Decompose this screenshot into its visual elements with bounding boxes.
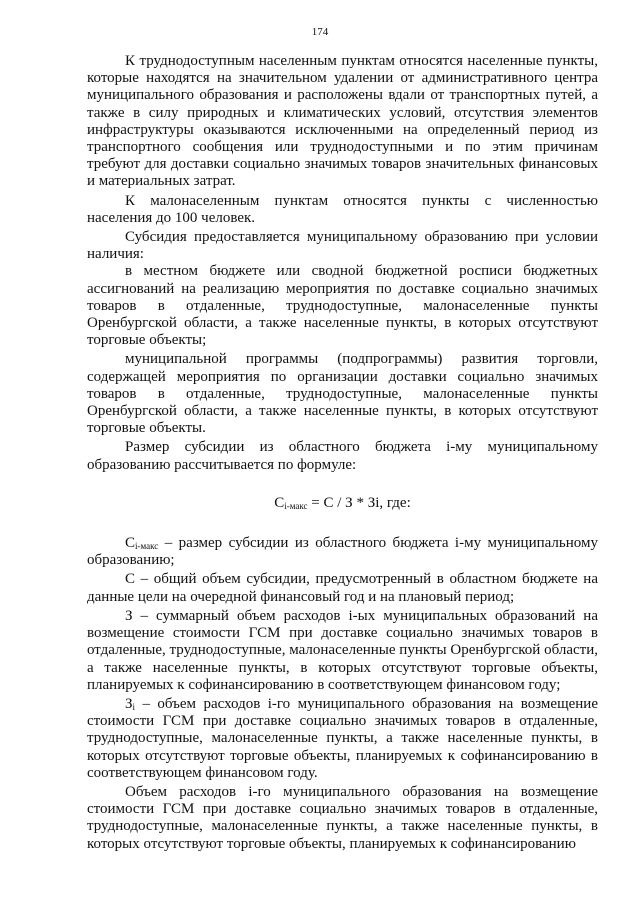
definition-municipal-expenses xyxy=(87,696,598,782)
paragraph-condition-program: муниципальной программы (подпрограммы) развития торговли, содержащей мероприятия по организации доставки социально значимых товаров в отдаленные, труднодоступные, малонаселенные пункты Оренбургской области, а также населенные пункты, в которых отсутствуют торговые объекты. xyxy=(87,351,598,437)
definition-symbol-subscript: i-макс xyxy=(135,541,159,552)
paragraph-subsidy-conditions: Субсидия предоставляется муниципальному образованию при условии наличия: xyxy=(87,229,598,263)
definition-text: – размер субсидии из областного бюджета i-му муниципальному образованию; xyxy=(87,535,598,569)
paragraph-expense-volume: Объем расходов i-го муниципального образования на возмещение стоимости ГСМ при доставке социально значимых товаров в отдаленные, труднодоступные, малонаселенные пункты, а также населенные пункты, в которых отсутствуют торговые объекты, планируемых к софинансированию xyxy=(87,783,598,852)
subsidy-formula xyxy=(87,495,598,512)
definition-total-subsidy: C – общий объем субсидии, предусмотренный в областном бюджете на данные цели на очередной финансовый год и на плановый период; xyxy=(87,571,598,605)
definition-total-expenses: З – суммарный объем расходов i-ых муниципальных образований на возмещение стоимости ГСМ при доставке социально значимых товаров в отдаленные, труднодоступные, малонаселенные пункты Оренбургской области, а также населенные пункты, в которых отсутствуют торговые объекты, планируемых к софинансированию в соответствующем финансовом году; xyxy=(87,607,598,693)
definition-symbol: З xyxy=(125,695,133,712)
formula-rhs: = C / З * Зi, где: xyxy=(307,494,411,511)
paragraph-condition-budget: в местном бюджете или сводной бюджетной росписи бюджетных ассигнований на реализацию мероприятия по доставке социально значимых товаров в отдаленные, труднодоступные, малонаселенные пункты Оренбургской области, а также населенные пункты, в которых отсутствуют торговые объекты; xyxy=(87,263,598,349)
formula-lhs-subscript: i-макс xyxy=(284,500,308,511)
definition-text: – объем расходов i-го муниципального образования на возмещение стоимости ГСМ при доставке социально значимых товаров в отдаленные, труднодоступные, малонаселенные пункты, а также населенные пункты, в которых отсутствуют торговые объекты, планируемых к софинансированию в соответствующем финансовом году. xyxy=(87,695,598,781)
paragraph-formula-intro: Размер субсидии из областного бюджета i-му муниципальному образованию рассчитывается по формуле: xyxy=(87,439,598,473)
paragraph-hard-to-reach: К труднодоступным населенным пунктам относятся населенные пункты, которые находятся на значительном удалении от административного центра муниципального образования и расположены вдали от транспортных путей, а также в силу природных и климатических условий, отсутствия элементов инфраструктуры оказываются исключенными на определенный период из транспортного сообщения или труднодоступными и по этим причинам требуют для доставки социально значимых товаров значительных финансовых и материальных затрат. xyxy=(87,53,598,190)
definition-subsidy-size xyxy=(87,535,598,569)
document-body xyxy=(87,53,598,853)
page-number: 174 xyxy=(311,26,329,38)
paragraph-sparsely-populated: К малонаселенным пунктам относятся пункты с численностью населения до 100 человек. xyxy=(87,192,598,226)
definition-symbol: C xyxy=(125,535,136,552)
definition-symbol-subscript: i xyxy=(132,701,136,712)
formula-lhs: C xyxy=(274,494,285,511)
